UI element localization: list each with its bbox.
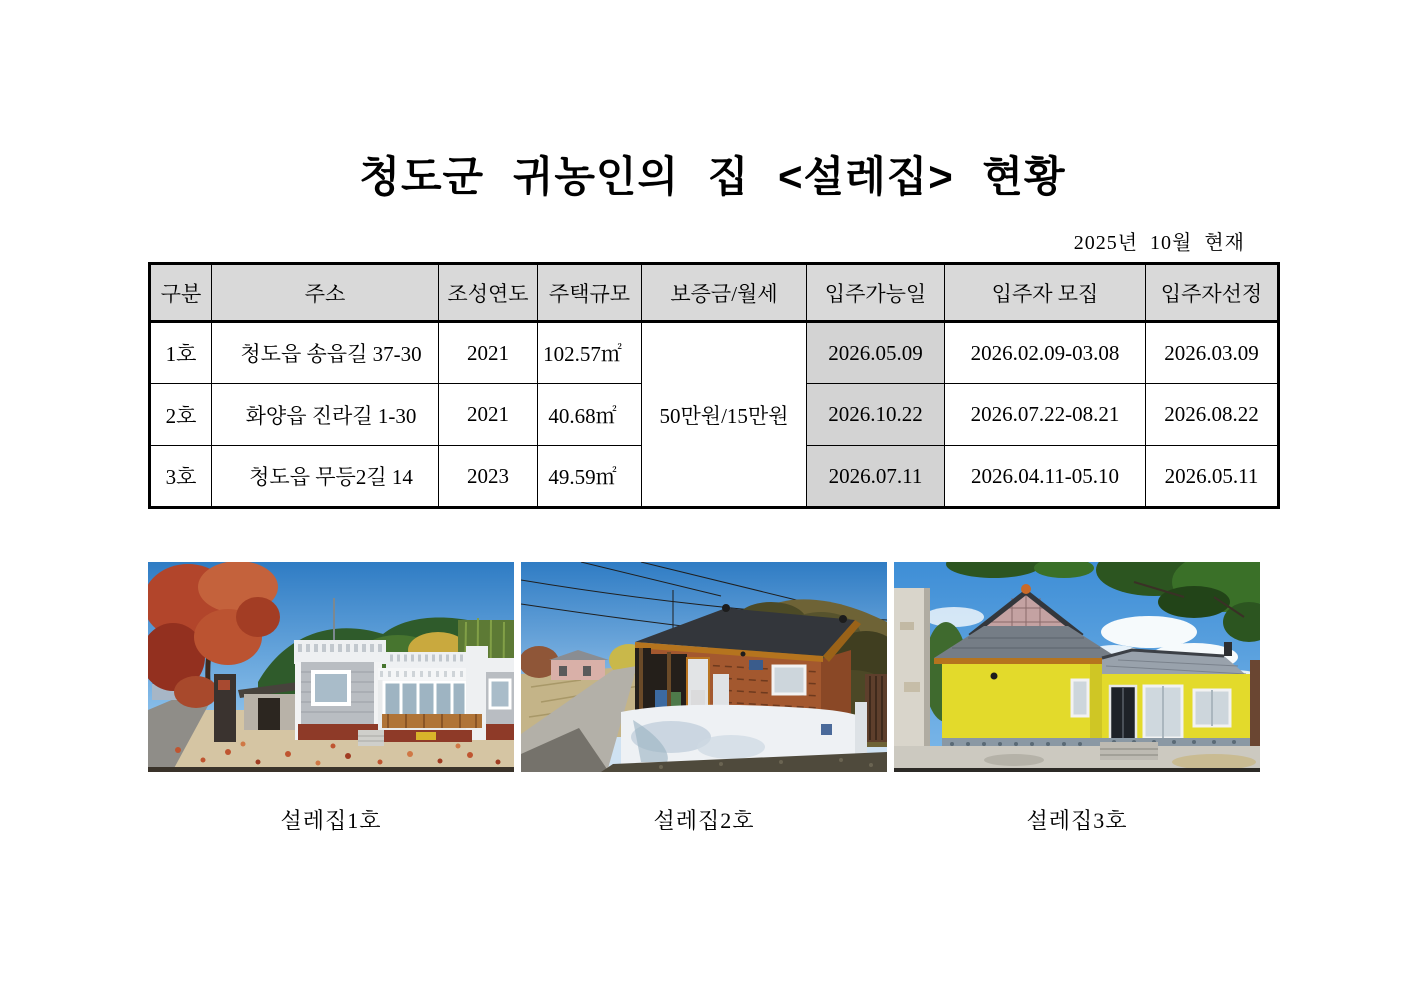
table-row: [150, 322, 1279, 384]
cell-address: 청도읍 송읍길 37-30: [212, 322, 439, 384]
housing-status-table: [148, 262, 1280, 509]
col-header-selection: 입주자선정: [1146, 264, 1279, 322]
col-header-address: 주소: [212, 264, 439, 322]
col-header-deposit: 보증금/월세: [642, 264, 807, 322]
page-title: 청도군 귀농인의 집 <설레집> 현황: [359, 153, 1066, 200]
photo-caption-1: 설레집1호: [280, 808, 382, 833]
cell-recruit: 2026.04.11-05.10: [945, 446, 1146, 508]
cell-move-in: 2026.10.22: [807, 384, 945, 446]
photo-captions: [148, 804, 1261, 835]
house-1-image: [148, 562, 514, 772]
photo-house-3: [894, 562, 1260, 772]
wall-lamp: [991, 673, 998, 680]
photo-caption-3: 설레집3호: [1026, 808, 1128, 833]
col-header-no: 구분: [150, 264, 212, 322]
house-1: [294, 640, 514, 746]
fence-right: [1250, 660, 1260, 748]
cell-year: 2021: [439, 322, 538, 384]
cell-address: 화양읍 진라길 1-30: [212, 384, 439, 446]
table-header-row: [150, 264, 1279, 322]
wall-lamp: [741, 652, 746, 657]
cell-year: 2023: [439, 446, 538, 508]
steps: [358, 730, 384, 746]
cell-recruit: 2026.07.22-08.21: [945, 384, 1146, 446]
col-header-move-in: 입주가능일: [807, 264, 945, 322]
concrete-pillar: [894, 588, 930, 772]
house-2-image: [521, 562, 887, 772]
house-3-image: [894, 562, 1260, 772]
vent-grate: [416, 732, 436, 740]
gate: [865, 674, 887, 742]
cell-size: 40.68㎡: [538, 384, 642, 446]
photo-strip: [148, 562, 1261, 772]
cell-selection: 2026.08.22: [1146, 384, 1279, 446]
sign-plate: [749, 660, 763, 670]
cell-address: 청도읍 무등2길 14: [212, 446, 439, 508]
steps: [1100, 742, 1158, 760]
window: [490, 680, 510, 708]
photo-house-2: [521, 562, 887, 772]
sign-post: [214, 674, 236, 742]
cell-no: 1호: [150, 322, 212, 384]
col-header-size: 주택규모: [538, 264, 642, 322]
cell-no: 2호: [150, 384, 212, 446]
cell-size: 102.57㎡: [538, 322, 642, 384]
col-header-year: 조성연도: [439, 264, 538, 322]
cell-year: 2021: [439, 384, 538, 446]
cell-selection: 2026.03.09: [1146, 322, 1279, 384]
window: [1072, 680, 1088, 716]
cell-move-in: 2026.05.09: [807, 322, 945, 384]
col-header-recruit: 입주자 모집: [945, 264, 1146, 322]
deck-rail: [382, 714, 482, 728]
cell-recruit: 2026.02.09-03.08: [945, 322, 1146, 384]
cell-move-in: 2026.07.11: [807, 446, 945, 508]
window: [313, 672, 349, 704]
window: [773, 666, 805, 694]
date-note: 2025년 10월 현재: [1073, 232, 1245, 254]
photo-house-1: [148, 562, 514, 772]
photo-caption-2: 설레집2호: [653, 808, 755, 833]
cell-no: 3호: [150, 446, 212, 508]
ground: [894, 742, 1260, 772]
shed: [238, 682, 298, 730]
cell-selection: 2026.05.11: [1146, 446, 1279, 508]
roof-ornament: [1021, 584, 1031, 594]
cell-deposit-monthly: 50만원/15만원: [642, 322, 807, 508]
cell-size: 49.59㎡: [538, 446, 642, 508]
wall-sign: [821, 724, 832, 735]
